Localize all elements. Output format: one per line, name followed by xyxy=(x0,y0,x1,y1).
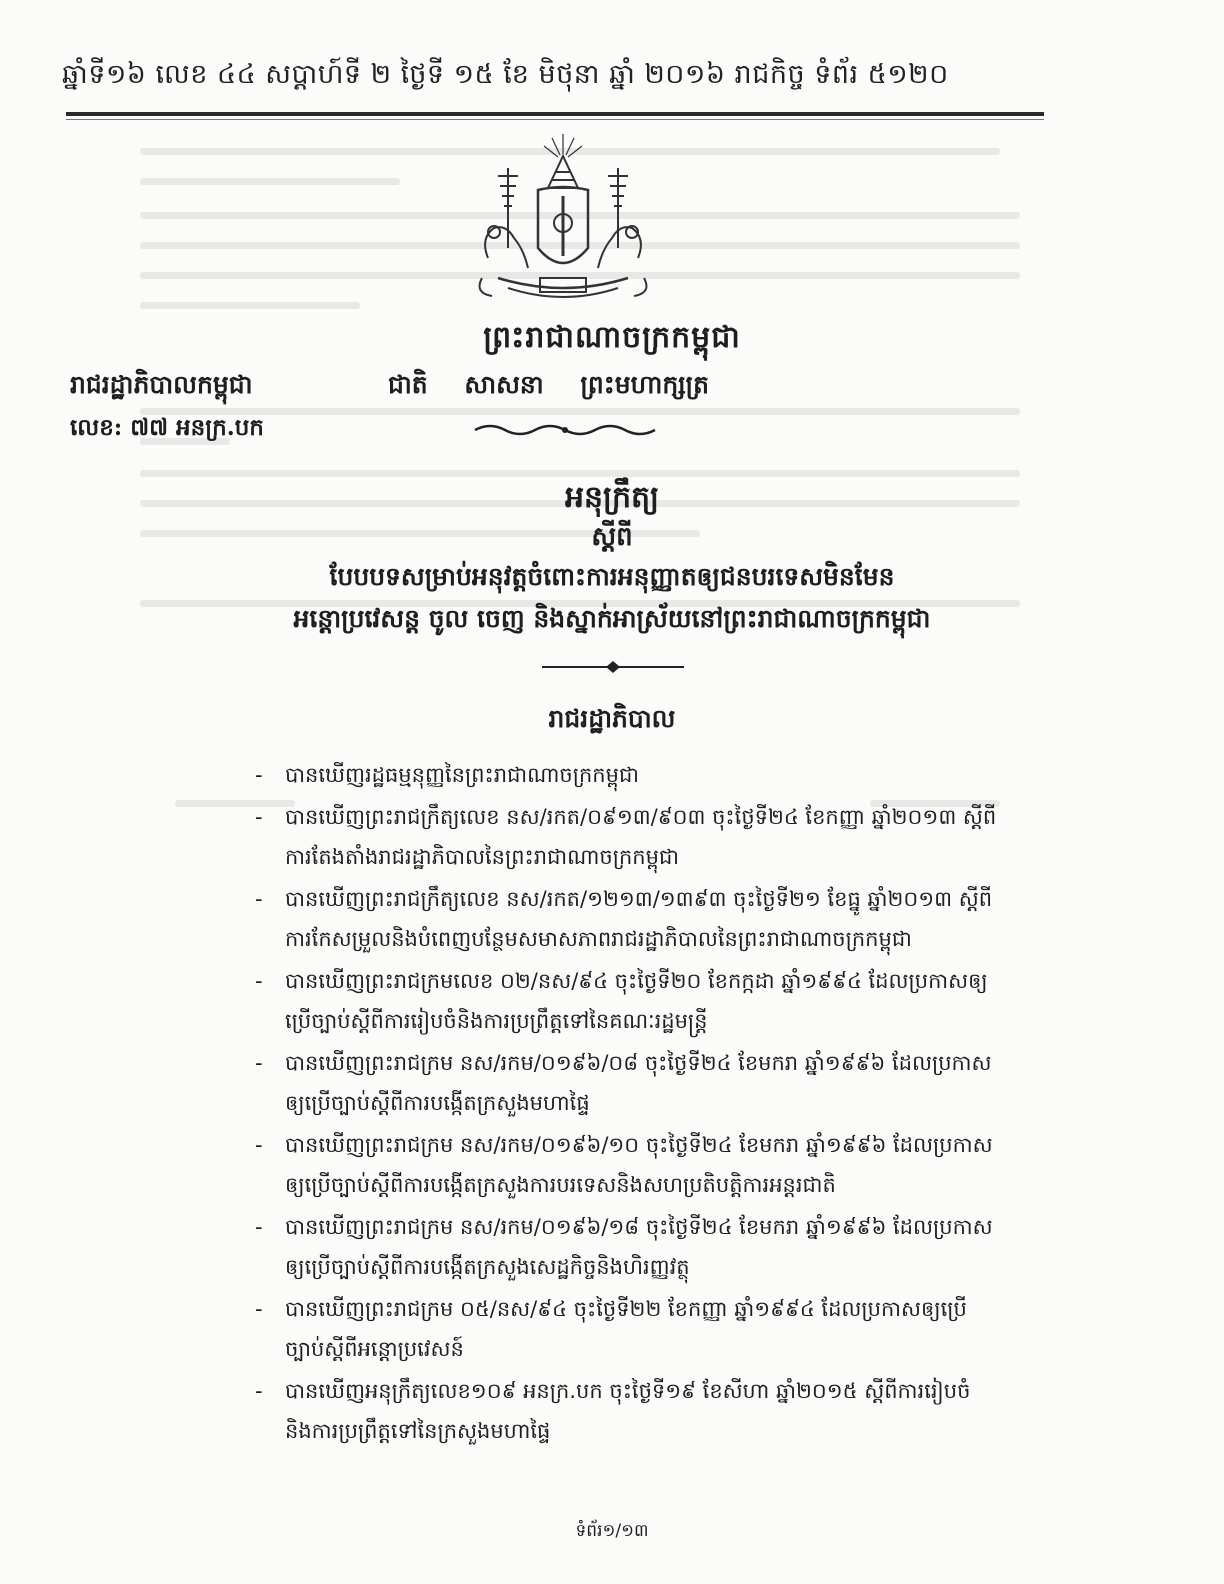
royal-coat-of-arms-icon xyxy=(468,128,658,318)
visa-line-2: ប្រើច្បាប់ស្តីពីការរៀបចំនិងការប្រព្រឹត្តទៅនៃគណៈរដ្ឋមន្ត្រី xyxy=(285,1009,708,1033)
visa-line-1: បានឃើញរដ្ឋធម្មនុញ្ញនៃព្រះរាជាណាចក្រកម្ពុជា xyxy=(285,763,639,787)
subject-line-2: អន្តោប្រវេសន្ត ចូល ចេញ និងស្នាក់អាស្រ័យនៅព្រះរាជាណាចក្រកម្ពុជា xyxy=(293,604,931,633)
visa-line-1: បានឃើញព្រះរាជក្រឹត្យលេខ នស/រកត/១២១៣/១៣៩៣ ចុះថ្ងៃទី២១ ខែធ្នូ ឆ្នាំ២០១៣ ស្តីពី xyxy=(285,887,993,911)
visa-line-2: ឲ្យប្រើច្បាប់ស្តីពីការបង្កើតក្រសួងសេដ្ឋកិច្ចនិងហិរញ្ញវត្ថុ xyxy=(285,1255,690,1279)
visa-line-2: និងការប្រព្រឹត្តទៅនៃក្រសួងមហាផ្ទៃ xyxy=(285,1419,551,1443)
list-item: - បានឃើញព្រះរាជក្រម នស/រកម/០១៩៦/០៨ ចុះថ្ងៃទី២៤ ខែមករា ឆ្នាំ១៩៩៦ ដែលប្រកាស ឲ្យប្រើច្បាប់ស្តីពីការបង្កើតក្រសួងមហាផ្ទៃ xyxy=(255,1043,1015,1123)
list-item: - បានឃើញព្រះរាជក្រម នស/រកម/០១៩៦/១៨ ចុះថ្ងៃទី២៤ ខែមករា ឆ្នាំ១៩៩៦ ដែលប្រកាស ឲ្យប្រើច្បាប់ស្តីពីការបង្កើតក្រសួងសេដ្ឋកិច្ចនិងហិរញ្ញវត្ថុ xyxy=(255,1207,1015,1287)
government-label: រាជរដ្ឋាភិបាលកម្ពុជា xyxy=(70,370,253,399)
list-item: - បានឃើញព្រះរាជក្រម នស/រកម/០១៩៦/១០ ចុះថ្ងៃទី២៤ ខែមករា ឆ្នាំ១៩៩៦ ដែលប្រកាស ឲ្យប្រើច្បាប់ស្តីពីការបង្កើតក្រសួងការបរទេសនិងសហប្រតិបត្តិការអន្តរជាតិ xyxy=(255,1125,1015,1205)
visa-list xyxy=(255,755,1015,1453)
kingdom-title: ព្រះរាជាណាចក្រកម្ពុជា xyxy=(483,320,741,355)
list-item: - បានឃើញព្រះរាជក្រម ០៥/នស/៩៤ ចុះថ្ងៃទី២២ ខែកញ្ញា ឆ្នាំ១៩៩៤ ដែលប្រកាសឲ្យប្រើ ច្បាប់ស្តីពីអន្តោប្រវេសន៍ xyxy=(255,1289,1015,1369)
list-item: - បានឃើញអនុក្រឹត្យលេខ១០៩ អនក្រ.បក ចុះថ្ងៃទី១៩ ខែសីហា ឆ្នាំ២០១៥ ស្តីពីការរៀបចំ និងការប្រព្រឹត្តទៅនៃក្រសួងមហាផ្ទៃ xyxy=(255,1371,1015,1451)
visa-line-1: បានឃើញព្រះរាជក្រឹត្យលេខ នស/រកត/០៩១៣/៩០៣ ចុះថ្ងៃទី២៤ ខែកញ្ញា ឆ្នាំ២០១៣ ស្តីពី xyxy=(285,805,997,829)
visa-line-2: ឲ្យប្រើច្បាប់ស្តីពីការបង្កើតក្រសួងការបរទេសនិងសហប្រតិបត្តិការអន្តរជាតិ xyxy=(285,1173,836,1197)
subject-line-1: បែបបទសម្រាប់អនុវត្តចំពោះការអនុញ្ញាតឲ្យជនបរទេសមិនមែន xyxy=(329,562,895,591)
visa-line-2: ការតែងតាំងរាជរដ្ឋាភិបាលនៃព្រះរាជាណាចក្រកម្ពុជា xyxy=(285,845,679,869)
about-label: ស្តីពី xyxy=(591,522,633,552)
list-item: - បានឃើញព្រះរាជក្រមលេខ ០២/នស/៩៤ ចុះថ្ងៃទី២០ ខែកក្កដា ឆ្នាំ១៩៩៤ ដែលប្រកាសឲ្យ ប្រើច្បាប់ស្តីពីការរៀបចំនិងការប្រព្រឹត្តទៅនៃគណៈរដ្ឋមន្ត្រី xyxy=(255,961,1015,1041)
header-rule-thin xyxy=(66,119,1044,120)
ornament-divider-icon xyxy=(470,420,660,440)
visa-line-1: បានឃើញព្រះរាជក្រម នស/រកម/០១៩៦/១០ ចុះថ្ងៃទី២៤ ខែមករា ឆ្នាំ១៩៩៦ ដែលប្រកាស xyxy=(285,1133,993,1157)
visa-line-1: បានឃើញព្រះរាជក្រម ០៥/នស/៩៤ ចុះថ្ងៃទី២២ ខែកញ្ញា ឆ្នាំ១៩៩៤ ដែលប្រកាសឲ្យប្រើ xyxy=(285,1297,967,1321)
visa-line-2: ឲ្យប្រើច្បាប់ស្តីពីការបង្កើតក្រសួងមហាផ្ទៃ xyxy=(285,1091,590,1115)
gazette-header: ឆ្នាំទី១៦ លេខ ៤៤ សប្តាហ៍ទី ២ ថ្ងៃទី ១៥ ខែ មិថុនា ឆ្នាំ ២០១៦ រាជកិច្ច ទំព័រ ៥១២០ xyxy=(62,59,949,90)
page-number: ទំព័រ១/១៣ xyxy=(575,1521,649,1541)
visa-line-1: បានឃើញព្រះរាជក្រម នស/រកម/០១៩៦/០៨ ចុះថ្ងៃទី២៤ ខែមករា ឆ្នាំ១៩៩៦ ដែលប្រកាស xyxy=(285,1051,992,1075)
list-item: - បានឃើញព្រះរាជក្រឹត្យលេខ នស/រកត/១២១៣/១៣៩៣ ចុះថ្ងៃទី២១ ខែធ្នូ ឆ្នាំ២០១៣ ស្តីពី ការកែសម្រួលនិងបំពេញបន្ថែមសមាសភាពរាជរដ្ឋាភិបាលនៃព្រះរាជាណាចក្រកម្ពុជា xyxy=(255,879,1015,959)
section-divider-icon xyxy=(538,660,688,674)
visa-line-1: បានឃើញអនុក្រឹត្យលេខ១០៩ អនក្រ.បក ចុះថ្ងៃទី១៩ ខែសីហា ឆ្នាំ២០១៥ ស្តីពីការរៀបចំ xyxy=(285,1379,971,1403)
list-item: - បានឃើញរដ្ឋធម្មនុញ្ញនៃព្រះរាជាណាចក្រកម្ពុជា xyxy=(255,763,639,787)
body-heading: រាជរដ្ឋាភិបាល xyxy=(548,704,676,733)
visa-line-1: បានឃើញព្រះរាជក្រមលេខ ០២/នស/៩៤ ចុះថ្ងៃទី២០ ខែកក្កដា ឆ្នាំ១៩៩៤ ដែលប្រកាសឲ្យ xyxy=(285,969,988,993)
list-item: - បានឃើញព្រះរាជក្រឹត្យលេខ នស/រកត/០៩១៣/៩០៣ ចុះថ្ងៃទី២៤ ខែកញ្ញា ឆ្នាំ២០១៣ ស្តីពី ការតែងតាំងរាជរដ្ឋាភិបាលនៃព្រះរាជាណាចក្រកម្ពុជា xyxy=(255,797,1015,877)
visa-line-1: បានឃើញព្រះរាជក្រម នស/រកម/០១៩៦/១៨ ចុះថ្ងៃទី២៤ ខែមករា ឆ្នាំ១៩៩៦ ដែលប្រកាស xyxy=(285,1215,993,1239)
visa-line-2: ច្បាប់ស្តីពីអន្តោប្រវេសន៍ xyxy=(285,1337,464,1361)
reference-number: លេខ: ៧៧ អនក្រ.បក xyxy=(70,414,264,441)
header-rule xyxy=(66,112,1044,116)
national-motto: ជាតិ សាសនា ព្រះមហាក្សត្រ xyxy=(388,370,709,399)
visa-line-2: ការកែសម្រួលនិងបំពេញបន្ថែមសមាសភាពរាជរដ្ឋាភិបាលនៃព្រះរាជាណាចក្រកម្ពុជា xyxy=(285,927,912,951)
document-type: អនុក្រឹត្យ xyxy=(564,480,660,515)
